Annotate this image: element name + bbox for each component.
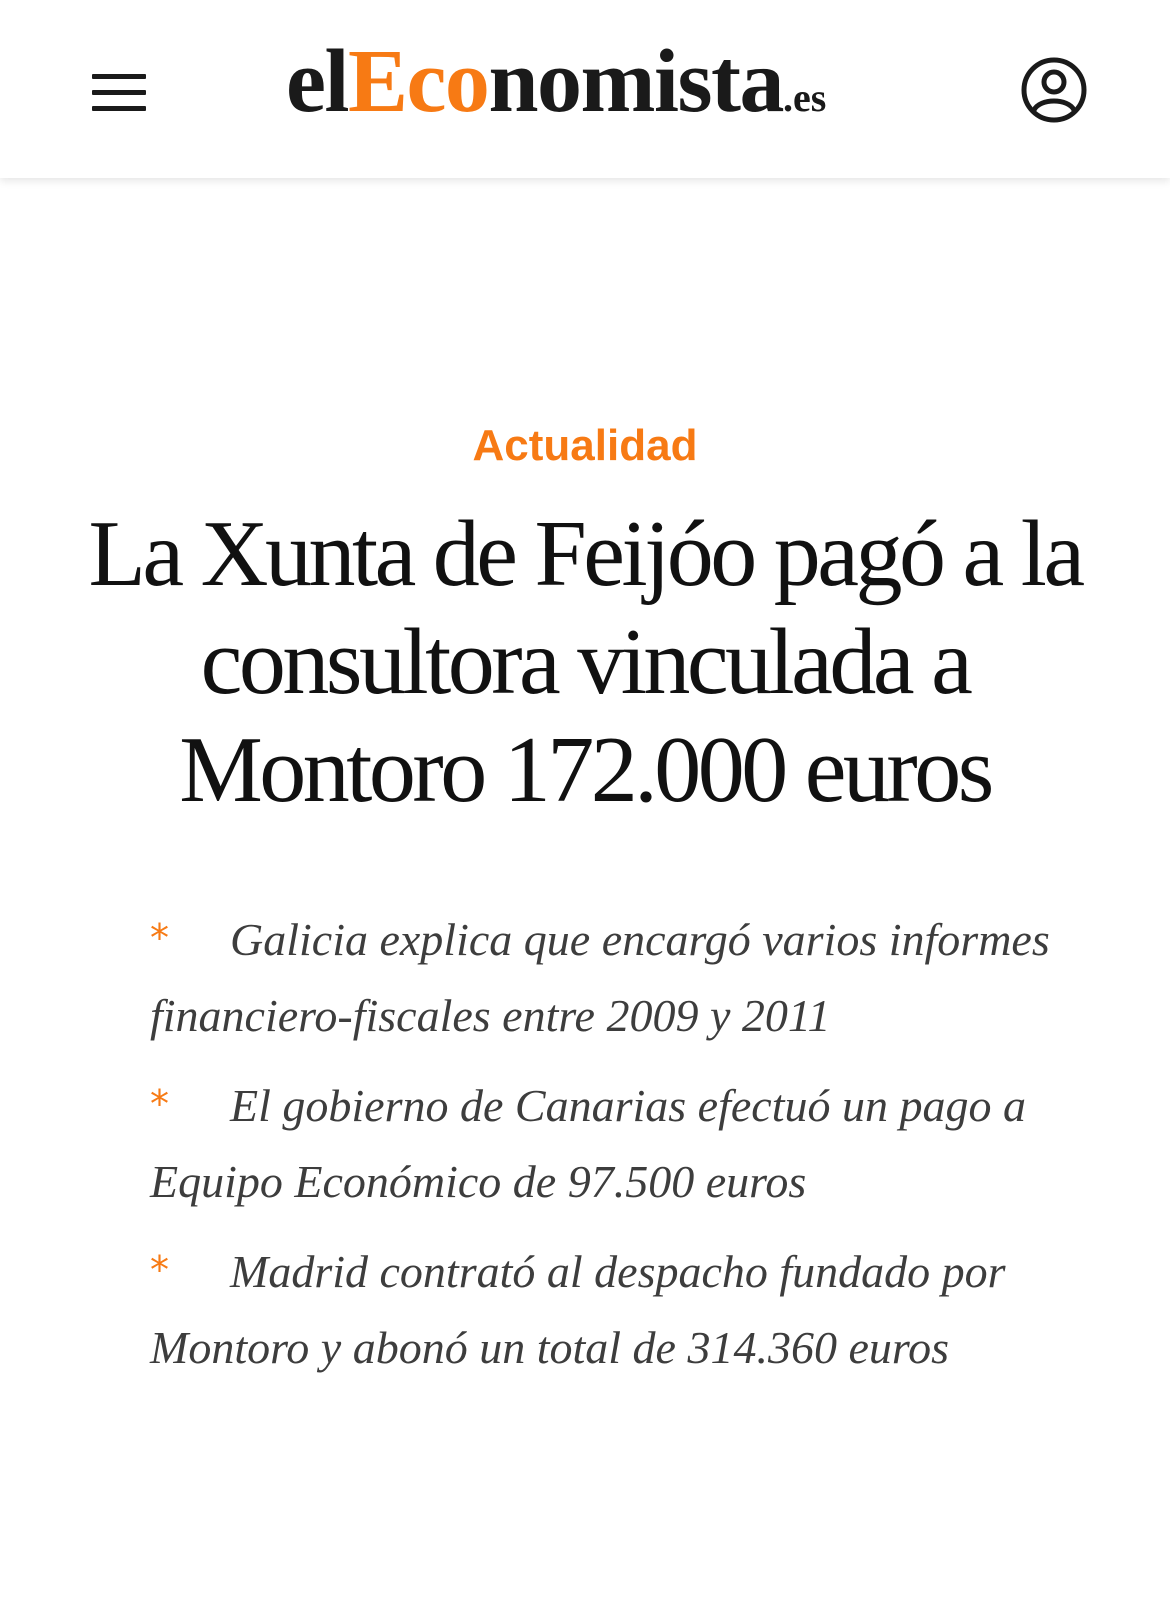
summary-item [150, 1066, 1110, 1220]
summary-item [150, 900, 1110, 1054]
asterisk-bullet-icon: * [150, 1248, 169, 1292]
asterisk-bullet-icon: * [150, 1082, 169, 1126]
article-headline: La Xunta de Feijóo pagó a la consultora vinculada a Montoro 172.000 euros [88, 502, 1082, 822]
article-category-link[interactable]: Actualidad [472, 421, 698, 470]
asterisk-bullet-icon: * [150, 916, 169, 960]
article-summary-list [150, 900, 1110, 1398]
hamburger-menu-icon[interactable] [86, 66, 148, 120]
logo-text-eco: Eco [347, 32, 489, 131]
summary-item-text: Madrid contrató al despacho fundado por Montoro y abonó un total de 314.360 euros [150, 1246, 1006, 1373]
logo-text-el: el [286, 32, 348, 131]
summary-item [150, 1232, 1110, 1386]
site-header [0, 0, 1170, 178]
logo-text-nomista: nomista [488, 32, 783, 131]
user-account-icon[interactable] [1020, 56, 1088, 124]
summary-item-text: Galicia explica que encargó varios informes financiero-fiscales entre 2009 y 2011 [150, 914, 1050, 1041]
site-logo[interactable] [286, 32, 826, 132]
logo-text-tld: .es [782, 75, 827, 120]
summary-item-text: El gobierno de Canarias efectuó un pago a Equipo Económico de 97.500 euros [150, 1080, 1026, 1207]
